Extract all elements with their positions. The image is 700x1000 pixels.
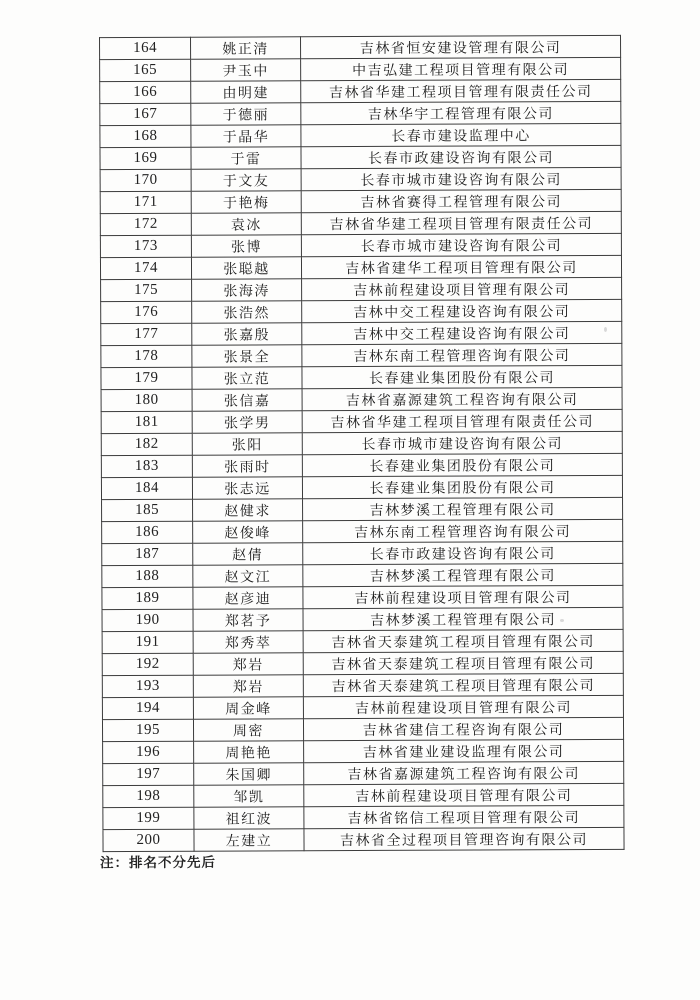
rank-cell: 169 — [100, 147, 191, 169]
table-row — [101, 277, 622, 301]
table-row — [102, 607, 623, 631]
company-cell: 长春市政建设咨询有限公司 — [301, 145, 621, 168]
company-cell: 吉林省全过程项目管理咨询有限公司 — [304, 827, 624, 850]
table-row — [102, 717, 623, 741]
rank-cell: 178 — [101, 345, 192, 367]
company-cell: 吉林省铭信工程项目管理有限公司 — [304, 805, 624, 828]
name-cell: 周金峰 — [193, 697, 303, 719]
company-cell: 长春建业集团股份有限公司 — [302, 475, 622, 498]
rank-cell: 188 — [102, 565, 193, 587]
table-row — [101, 299, 622, 323]
rank-cell: 179 — [101, 367, 192, 389]
rank-cell: 186 — [102, 521, 193, 543]
company-cell: 吉林中交工程建设咨询有限公司 — [302, 299, 622, 322]
name-cell: 张学男 — [192, 411, 302, 433]
table-row — [101, 365, 622, 389]
name-cell: 赵文江 — [193, 565, 303, 587]
rank-cell: 199 — [103, 807, 194, 829]
company-cell: 吉林省建华工程项目管理有限公司 — [301, 255, 621, 278]
table-row — [102, 541, 623, 565]
name-cell: 周艳艳 — [194, 741, 304, 763]
name-cell: 张博 — [191, 235, 301, 257]
rank-cell: 167 — [100, 103, 191, 125]
table-row — [102, 673, 623, 697]
table-row — [101, 409, 622, 433]
rank-cell: 190 — [102, 609, 193, 631]
name-cell: 周密 — [193, 719, 303, 741]
name-cell: 郑秀萃 — [193, 631, 303, 653]
table-row — [102, 695, 623, 719]
rank-cell: 174 — [100, 257, 191, 279]
table-row — [101, 387, 622, 411]
table-row — [101, 431, 622, 455]
table-row — [100, 211, 621, 235]
company-cell: 长春市城市建设咨询有限公司 — [301, 167, 621, 190]
table-row — [100, 101, 621, 125]
name-cell: 于雷 — [191, 147, 301, 169]
company-cell: 吉林华宇工程管理有限公司 — [301, 101, 621, 124]
table-row — [100, 167, 621, 191]
company-cell: 吉林省天泰建筑工程项目管理有限公司 — [303, 673, 623, 696]
rank-cell: 166 — [100, 81, 191, 103]
company-cell: 吉林梦溪工程管理有限公司 — [303, 607, 623, 630]
name-cell: 张雨时 — [192, 455, 302, 477]
rank-cell: 172 — [100, 213, 191, 235]
company-cell: 吉林东南工程管理咨询有限公司 — [302, 343, 622, 366]
name-cell: 张志远 — [192, 477, 302, 499]
rank-cell: 175 — [101, 279, 192, 301]
name-cell: 于晶华 — [191, 125, 301, 147]
rank-cell: 184 — [101, 477, 192, 499]
company-cell: 吉林省嘉源建筑工程咨询有限公司 — [304, 761, 624, 784]
table-row — [100, 189, 621, 213]
company-cell: 中吉弘建工程项目管理有限公司 — [301, 57, 621, 80]
name-cell: 赵俊峰 — [193, 521, 303, 543]
name-cell: 朱国卿 — [194, 763, 304, 785]
rank-cell: 182 — [101, 433, 192, 455]
name-cell: 由明建 — [191, 81, 301, 103]
name-cell: 尹玉中 — [191, 59, 301, 81]
company-cell: 吉林前程建设项目管理有限公司 — [303, 585, 623, 608]
rank-cell: 171 — [100, 191, 191, 213]
rank-cell: 195 — [102, 719, 193, 741]
rank-cell: 193 — [102, 675, 193, 697]
name-cell: 张海涛 — [192, 279, 302, 301]
name-cell: 张立范 — [192, 367, 302, 389]
table-row — [103, 827, 624, 851]
table-row — [101, 321, 622, 345]
name-cell: 袁冰 — [191, 213, 301, 235]
company-cell: 吉林省天泰建筑工程项目管理有限公司 — [303, 651, 623, 674]
table-row — [101, 475, 622, 499]
name-cell: 赵倩 — [193, 543, 303, 565]
table-row — [100, 255, 621, 279]
table-row — [100, 123, 621, 147]
rank-cell: 197 — [103, 763, 194, 785]
company-cell: 长春市政建设咨询有限公司 — [303, 541, 623, 564]
table-row — [102, 629, 623, 653]
name-cell: 张阳 — [192, 433, 302, 455]
name-cell: 郑茗予 — [193, 609, 303, 631]
table-row — [102, 563, 623, 587]
company-cell: 吉林东南工程管理咨询有限公司 — [303, 519, 623, 542]
table-row — [100, 145, 621, 169]
company-cell: 吉林省华建工程项目管理有限责任公司 — [302, 409, 622, 432]
company-cell: 吉林省赛得工程管理有限公司 — [301, 189, 621, 212]
rank-cell: 187 — [102, 543, 193, 565]
company-cell: 吉林梦溪工程管理有限公司 — [303, 497, 623, 520]
name-cell: 张嘉殷 — [192, 323, 302, 345]
company-cell: 长春市城市建设咨询有限公司 — [302, 431, 622, 454]
rank-cell: 191 — [102, 631, 193, 653]
table-row — [101, 343, 622, 367]
rank-cell: 189 — [102, 587, 193, 609]
name-cell: 于艳梅 — [191, 191, 301, 213]
name-cell: 张聪越 — [191, 257, 301, 279]
footnote: 注：排名不分先后 — [99, 854, 217, 871]
table-row — [100, 79, 621, 103]
table-area — [99, 35, 625, 852]
scan-speck — [560, 619, 564, 622]
table-row — [103, 739, 624, 763]
rank-cell: 176 — [101, 301, 192, 323]
company-cell: 吉林省华建工程项目管理有限责任公司 — [301, 211, 621, 234]
table-row — [103, 783, 624, 807]
table-row — [100, 233, 621, 257]
table-row — [100, 35, 621, 59]
company-cell: 长春建业集团股份有限公司 — [302, 365, 622, 388]
company-cell: 吉林省建业建设监理有限公司 — [304, 739, 624, 762]
company-cell: 长春建业集团股份有限公司 — [302, 453, 622, 476]
rank-cell: 183 — [101, 455, 192, 477]
roster-table — [99, 35, 625, 852]
name-cell: 邹凯 — [194, 785, 304, 807]
table-row — [100, 57, 621, 81]
name-cell: 姚正清 — [191, 37, 301, 59]
name-cell: 左建立 — [194, 829, 304, 851]
rank-cell: 194 — [102, 697, 193, 719]
name-cell: 张浩然 — [192, 301, 302, 323]
rank-cell: 165 — [100, 59, 191, 81]
rank-cell: 196 — [103, 741, 194, 763]
rank-cell: 170 — [100, 169, 191, 191]
table-row — [102, 585, 623, 609]
name-cell: 张景全 — [192, 345, 302, 367]
table-row — [103, 761, 624, 785]
company-cell: 吉林前程建设项目管理有限公司 — [304, 783, 624, 806]
company-cell: 吉林中交工程建设咨询有限公司 — [302, 321, 622, 344]
company-cell: 吉林省天泰建筑工程项目管理有限公司 — [303, 629, 623, 652]
rank-cell: 168 — [100, 125, 191, 147]
rank-cell: 177 — [101, 323, 192, 345]
name-cell: 郑岩 — [193, 653, 303, 675]
company-cell: 吉林前程建设项目管理有限公司 — [303, 695, 623, 718]
company-cell: 吉林省华建工程项目管理有限责任公司 — [301, 79, 621, 102]
table-row — [101, 453, 622, 477]
company-cell: 吉林省恒安建设管理有限公司 — [301, 35, 621, 58]
company-cell: 吉林省嘉源建筑工程咨询有限公司 — [302, 387, 622, 410]
rank-cell: 173 — [100, 235, 191, 257]
company-cell: 吉林梦溪工程管理有限公司 — [303, 563, 623, 586]
name-cell: 于文友 — [191, 169, 301, 191]
company-cell: 吉林前程建设项目管理有限公司 — [302, 277, 622, 300]
company-cell: 长春市城市建设咨询有限公司 — [301, 233, 621, 256]
name-cell: 赵彦迪 — [193, 587, 303, 609]
rank-cell: 180 — [101, 389, 192, 411]
name-cell: 张信嘉 — [192, 389, 302, 411]
name-cell: 赵健求 — [193, 499, 303, 521]
table-row — [102, 519, 623, 543]
rank-cell: 164 — [100, 37, 191, 59]
rank-cell: 200 — [103, 829, 194, 851]
scan-speck — [604, 327, 607, 332]
rank-cell: 185 — [102, 499, 193, 521]
rank-cell: 192 — [102, 653, 193, 675]
name-cell: 郑岩 — [193, 675, 303, 697]
company-cell: 吉林省建信工程咨询有限公司 — [303, 717, 623, 740]
name-cell: 于德丽 — [191, 103, 301, 125]
rank-cell: 198 — [103, 785, 194, 807]
company-cell: 长春市建设监理中心 — [301, 123, 621, 146]
rank-cell: 181 — [101, 411, 192, 433]
table-row — [102, 651, 623, 675]
table-row — [103, 805, 624, 829]
table-row — [102, 497, 623, 521]
name-cell: 祖红波 — [194, 807, 304, 829]
